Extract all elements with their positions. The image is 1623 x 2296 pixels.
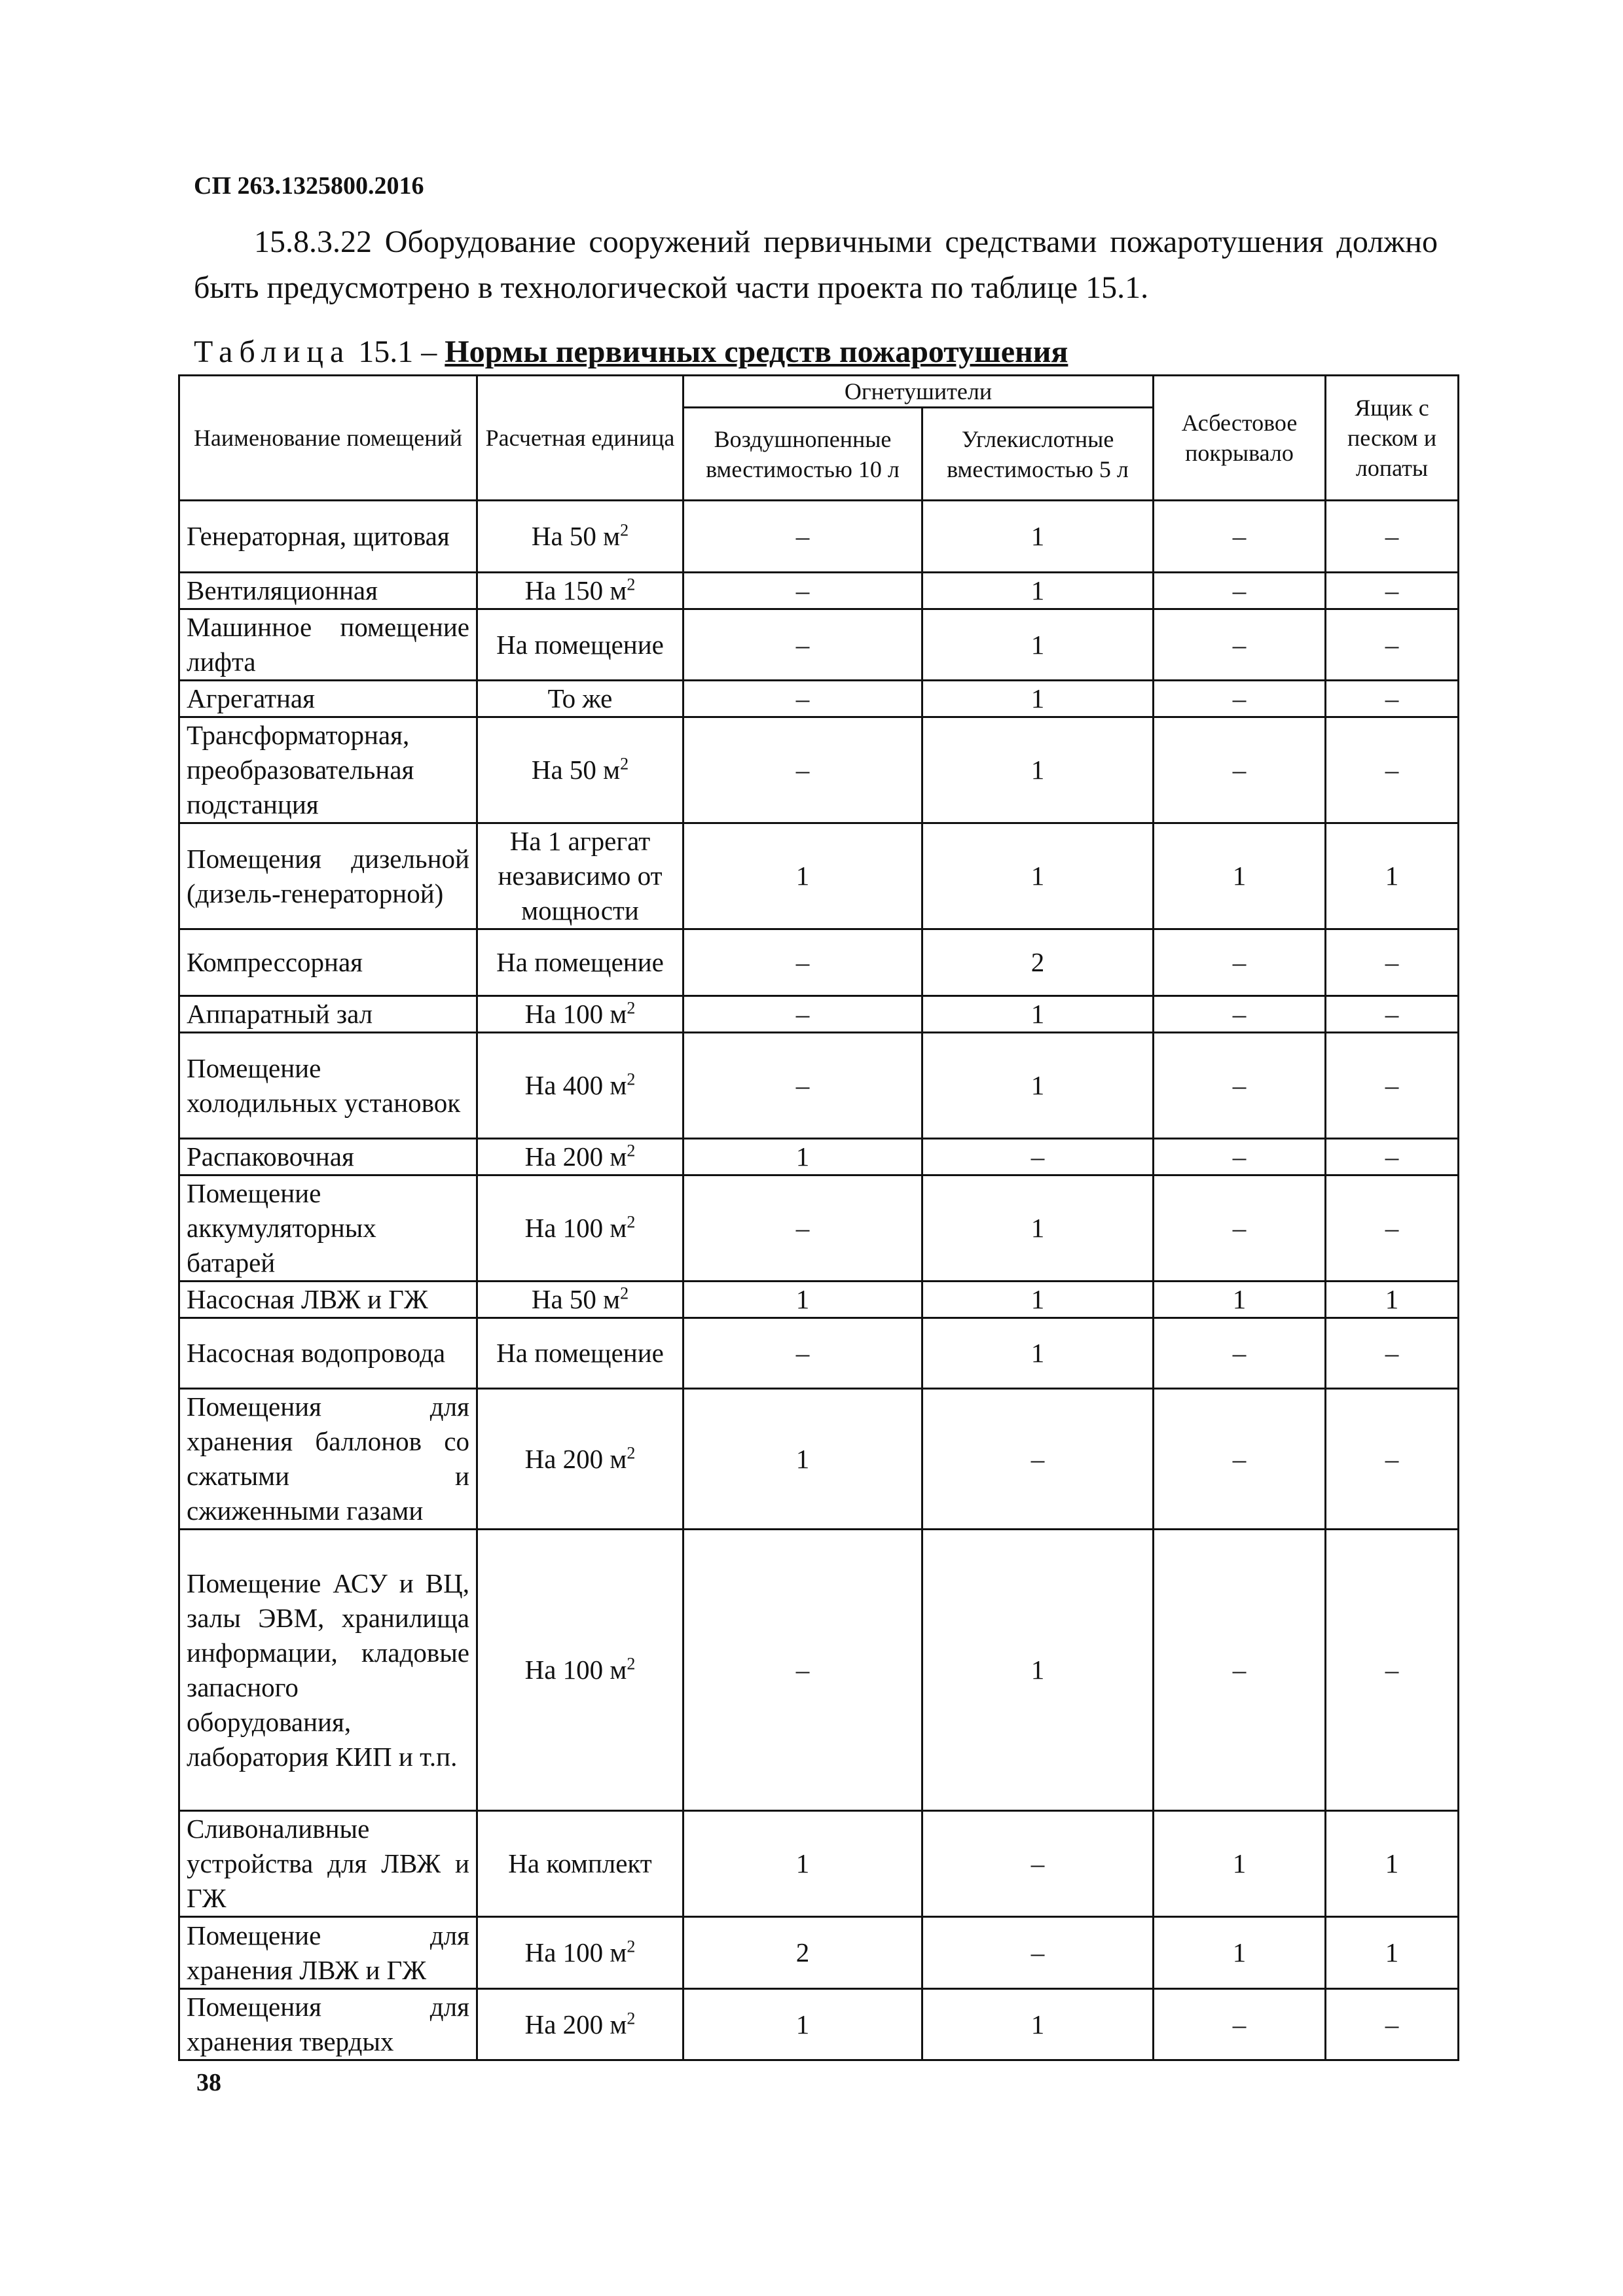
table-row [179, 501, 1459, 573]
air-foam-cell: – [684, 573, 922, 609]
unit-cell [477, 1530, 684, 1811]
table-row [179, 1175, 1459, 1282]
table-row [179, 1139, 1459, 1175]
header-sand-box: Ящик с песком и лопаты [1326, 376, 1459, 501]
unit-cell [477, 1917, 684, 1989]
unit-exponent: 2 [627, 2008, 636, 2028]
unit-exponent: 2 [627, 1443, 636, 1462]
unit-exponent: 2 [627, 1141, 636, 1160]
asbestos-cell: – [1154, 609, 1326, 681]
document-code: СП 263.1325800.2016 [194, 172, 424, 200]
unit-cell [477, 823, 684, 929]
room-name-cell: Насосная ЛВЖ и ГЖ [179, 1282, 477, 1318]
unit-cell [477, 1989, 684, 2060]
asbestos-cell: – [1154, 1175, 1326, 1282]
asbestos-cell: – [1154, 573, 1326, 609]
room-name-cell: Вентиляционная [179, 573, 477, 609]
table-row [179, 823, 1459, 929]
co2-cell: 1 [922, 501, 1154, 573]
unit-text: На 200 м [524, 1443, 627, 1474]
unit-exponent: 2 [627, 1654, 636, 1674]
co2-cell: 1 [922, 1175, 1154, 1282]
air-foam-cell: – [684, 609, 922, 681]
header-asbestos: Асбестовое покрывало [1154, 376, 1326, 501]
sand-box-cell: – [1326, 609, 1459, 681]
room-name-cell: Помещения для хранения баллонов со сжатыми и сжиженными газами [179, 1389, 477, 1530]
co2-cell: 1 [922, 1282, 1154, 1318]
sand-box-cell: – [1326, 1530, 1459, 1811]
sand-box-cell: – [1326, 573, 1459, 609]
sand-box-cell: – [1326, 501, 1459, 573]
unit-cell [477, 1811, 684, 1917]
asbestos-cell: 1 [1154, 1917, 1326, 1989]
room-name-cell: Машинное помещение лифта [179, 609, 477, 681]
caption-number: 15.1 – [358, 334, 437, 369]
page-number: 38 [196, 2069, 221, 2096]
room-name-cell: Компрессорная [179, 929, 477, 996]
co2-cell: – [922, 1389, 1154, 1530]
unit-cell [477, 1033, 684, 1139]
room-name-cell: Трансформаторная, преобразовательная подстанция [179, 717, 477, 823]
norms-table [178, 374, 1459, 2061]
room-name-cell: Помещение холодильных установок [179, 1033, 477, 1139]
co2-cell: 1 [922, 996, 1154, 1033]
unit-cell [477, 1318, 684, 1389]
unit-text: На помещение [496, 1338, 664, 1368]
room-name-cell: Помещение аккумуляторных батарей [179, 1175, 477, 1282]
air-foam-cell: – [684, 1318, 922, 1389]
unit-text: На 50 м [531, 521, 621, 551]
table-row [179, 1989, 1459, 2060]
room-name-cell: Помещения дизельной (дизель-генераторной) [179, 823, 477, 929]
sand-box-cell: – [1326, 996, 1459, 1033]
co2-cell: 1 [922, 717, 1154, 823]
co2-cell: 1 [922, 1033, 1154, 1139]
room-name-cell: Сливоналивные устройства для ЛВЖ и ГЖ [179, 1811, 477, 1917]
table-caption [194, 334, 1068, 370]
unit-text: На 100 м [524, 999, 627, 1029]
asbestos-cell: – [1154, 1530, 1326, 1811]
room-name-cell: Генераторная, щитовая [179, 501, 477, 573]
unit-text: То же [547, 683, 613, 713]
unit-cell [477, 681, 684, 717]
unit-cell [477, 501, 684, 573]
air-foam-cell: 1 [684, 1989, 922, 2060]
sand-box-cell: – [1326, 929, 1459, 996]
caption-title: Нормы первичных средств пожаротушения [445, 334, 1068, 369]
sand-box-cell: 1 [1326, 823, 1459, 929]
room-name-cell: Помещение АСУ и ВЦ, залы ЭВМ, хранилища информации, кладовые запасного оборудования, лаборатория КИП и т.п. [179, 1530, 477, 1811]
asbestos-cell: – [1154, 717, 1326, 823]
unit-cell [477, 573, 684, 609]
asbestos-cell: – [1154, 1139, 1326, 1175]
co2-cell: 1 [922, 823, 1154, 929]
intro-paragraph: 15.8.3.22 Оборудование сооружений первичными средствами пожаротушения должно быть предусмотрено в технологической части проекта по таблице 15.1. [194, 224, 1438, 305]
table-row [179, 1530, 1459, 1811]
co2-cell: – [922, 1917, 1154, 1989]
air-foam-cell: – [684, 929, 922, 996]
room-name-cell: Помещение для хранения ЛВЖ и ГЖ [179, 1917, 477, 1989]
table-row [179, 996, 1459, 1033]
unit-text: На 150 м [524, 575, 627, 605]
unit-cell [477, 717, 684, 823]
air-foam-cell: – [684, 717, 922, 823]
sand-box-cell: – [1326, 681, 1459, 717]
table-row [179, 1033, 1459, 1139]
unit-text: На 200 м [524, 1141, 627, 1172]
asbestos-cell: – [1154, 996, 1326, 1033]
sand-box-cell: – [1326, 1389, 1459, 1530]
unit-exponent: 2 [627, 575, 636, 594]
sand-box-cell: – [1326, 1175, 1459, 1282]
air-foam-cell: 1 [684, 1139, 922, 1175]
sand-box-cell: – [1326, 1989, 1459, 2060]
unit-text: На 50 м [531, 1284, 621, 1314]
unit-text: На 100 м [524, 1937, 627, 1967]
unit-exponent: 2 [620, 754, 629, 774]
unit-exponent: 2 [627, 1937, 636, 1956]
asbestos-cell: 1 [1154, 823, 1326, 929]
room-name-cell: Агрегатная [179, 681, 477, 717]
unit-text: На 1 агрегат независимо от мощности [498, 826, 663, 925]
header-co2: Углекислотные вместимостью 5 л [922, 408, 1154, 501]
header-name: Наименование помещений [179, 376, 477, 501]
air-foam-cell: – [684, 1530, 922, 1811]
asbestos-cell: – [1154, 1318, 1326, 1389]
air-foam-cell: – [684, 1033, 922, 1139]
unit-cell [477, 609, 684, 681]
unit-exponent: 2 [627, 998, 636, 1018]
air-foam-cell: – [684, 1175, 922, 1282]
table-row [179, 929, 1459, 996]
air-foam-cell: – [684, 996, 922, 1033]
asbestos-cell: – [1154, 681, 1326, 717]
air-foam-cell: – [684, 681, 922, 717]
unit-text: На помещение [496, 947, 664, 977]
air-foam-cell: – [684, 501, 922, 573]
co2-cell: 1 [922, 1530, 1154, 1811]
co2-cell: 1 [922, 1318, 1154, 1389]
asbestos-cell: – [1154, 1389, 1326, 1530]
sand-box-cell: 1 [1326, 1811, 1459, 1917]
unit-text: На 50 м [531, 755, 621, 785]
sand-box-cell: 1 [1326, 1282, 1459, 1318]
unit-exponent: 2 [627, 1212, 636, 1232]
room-name-cell: Аппаратный зал [179, 996, 477, 1033]
air-foam-cell: 2 [684, 1917, 922, 1989]
sand-box-cell: – [1326, 1033, 1459, 1139]
table-row [179, 609, 1459, 681]
table-row [179, 1389, 1459, 1530]
unit-exponent: 2 [620, 520, 629, 540]
sand-box-cell: – [1326, 1318, 1459, 1389]
asbestos-cell: – [1154, 1989, 1326, 2060]
header-air-foam: Воздушнопенные вместимостью 10 л [684, 408, 922, 501]
co2-cell: 2 [922, 929, 1154, 996]
room-name-cell: Распаковочная [179, 1139, 477, 1175]
unit-text: На 100 м [524, 1655, 627, 1685]
co2-cell: – [922, 1139, 1154, 1175]
air-foam-cell: 1 [684, 823, 922, 929]
asbestos-cell: 1 [1154, 1811, 1326, 1917]
air-foam-cell: 1 [684, 1389, 922, 1530]
co2-cell: 1 [922, 1989, 1154, 2060]
co2-cell: 1 [922, 573, 1154, 609]
unit-cell [477, 1139, 684, 1175]
air-foam-cell: 1 [684, 1811, 922, 1917]
unit-text: На помещение [496, 629, 664, 660]
sand-box-cell: – [1326, 1139, 1459, 1175]
table-row [179, 1917, 1459, 1989]
unit-text: На 200 м [524, 2009, 627, 2039]
sand-box-cell: 1 [1326, 1917, 1459, 1989]
unit-text: На комплект [508, 1848, 652, 1878]
asbestos-cell: – [1154, 1033, 1326, 1139]
room-name-cell: Насосная водопровода [179, 1318, 477, 1389]
unit-cell [477, 996, 684, 1033]
sand-box-cell: – [1326, 717, 1459, 823]
table-row [179, 1811, 1459, 1917]
co2-cell: – [922, 1811, 1154, 1917]
table-row [179, 1282, 1459, 1318]
asbestos-cell: 1 [1154, 1282, 1326, 1318]
unit-cell [477, 1389, 684, 1530]
co2-cell: 1 [922, 609, 1154, 681]
table-row [179, 681, 1459, 717]
table-body [179, 501, 1459, 2060]
air-foam-cell: 1 [684, 1282, 922, 1318]
table-row [179, 1318, 1459, 1389]
table-row [179, 573, 1459, 609]
caption-label: Таблица [194, 334, 351, 369]
asbestos-cell: – [1154, 501, 1326, 573]
unit-cell [477, 929, 684, 996]
room-name-cell: Помещения для хранения твердых [179, 1989, 477, 2060]
asbestos-cell: – [1154, 929, 1326, 996]
unit-cell [477, 1175, 684, 1282]
unit-cell [477, 1282, 684, 1318]
unit-text: На 400 м [524, 1070, 627, 1100]
unit-text: На 100 м [524, 1213, 627, 1243]
unit-exponent: 2 [620, 1283, 629, 1303]
header-extinguishers: Огнетушители [684, 376, 1154, 408]
co2-cell: 1 [922, 681, 1154, 717]
header-unit: Расчетная единица [477, 376, 684, 501]
unit-exponent: 2 [627, 1069, 636, 1089]
table-row [179, 717, 1459, 823]
